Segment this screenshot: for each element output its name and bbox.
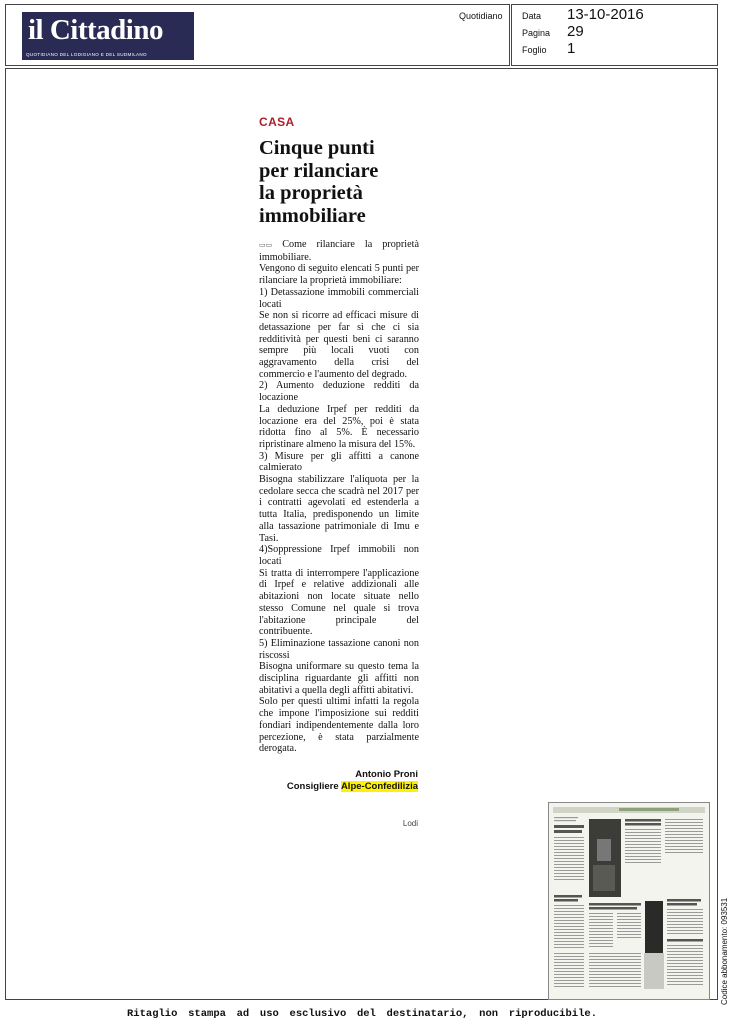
logo-subtitle: QUOTIDIANO DEL LODIGIANO E DEL SUDMILANO — [26, 52, 147, 57]
point-text: Si tratta di interrompere l'applicazione di Irpef e relative addizionali alle abitazioni non locate situate nello stesso Comune nel quale si trova l'abitazione principale del contribuente. — [259, 567, 419, 638]
point-title: 1) Detassazione immobili commerciali locati — [259, 286, 419, 310]
publication-type: Quotidiano — [459, 11, 503, 21]
author-role: Consigliere — [286, 781, 339, 792]
footer-disclaimer: Ritaglio stampa ad uso esclusivo del destinatario, non riproducibile. — [127, 1008, 597, 1020]
point-text: La deduzione Irpef per redditi da locazione era del 25%, poi è stata ridotta fino al 5%. È necessario ripristinare almeno la misura del 15%. — [259, 403, 419, 450]
point-text: Bisogna uniformare su questo tema la disciplina riguardante gli affitti non abitativi a quella degli affitti abitativi. — [259, 661, 419, 696]
article-intro: Come rilanciare la proprietà immobiliare. — [259, 239, 419, 263]
author-organization: Alpe-Confedilizia — [340, 781, 418, 792]
point-title: 2) Aumento deduzione redditi da locazione — [259, 380, 419, 404]
article-closing: Solo per questi ultimi infatti la regola che impone l'imposizione sui redditi fondiari indipendentemente dalla loro percezione, è stata parzialmente derogata. — [259, 696, 419, 755]
point-text: Se non si ricorre ad efficaci misure di detassazione per far sì che ci sia redditività per questi beni ci saranno sempre più locali vuoti con aggravamento della crisi del commercio e l'aumento del degrado. — [259, 310, 419, 380]
article-body — [259, 239, 419, 755]
date-value: 13-10-2016 — [567, 6, 644, 23]
page-value: 29 — [567, 23, 584, 40]
newspaper-logo — [22, 12, 194, 60]
author-city: Lodi — [402, 819, 418, 828]
point-title: 3) Misure per gli affitti a canone calmierato — [259, 450, 419, 474]
page-thumbnail-image — [549, 803, 709, 999]
article-lead: Vengono di seguito elencati 5 punti per rilanciare la proprietà immobiliare: — [259, 263, 419, 287]
headline-line: immobiliare — [259, 204, 366, 227]
sheet-label: Foglio — [522, 45, 547, 55]
page-label: Pagina — [522, 28, 551, 38]
page-thumbnail — [548, 802, 710, 1000]
logo-title: il Cittadino — [28, 14, 163, 46]
sheet-value: 1 — [567, 40, 576, 57]
headline-line: Cinque punti — [259, 137, 375, 159]
author-role-line — [287, 781, 418, 792]
subscription-code: Codice abbonamento: 093531 — [720, 897, 729, 1005]
point-text: Bisogna stabilizzare l'aliquota per la cedolare secca che scadrà nel 2017 per i contratti agevolati ed estenderla a tutta Italia, predisponendo un limite alla tassazione patrimoniale di Imu e Tasi. — [259, 474, 419, 544]
headline-line: per rilanciare — [259, 159, 379, 182]
tag-icon: ▭▭ — [259, 241, 273, 249]
section-label: CASA — [259, 115, 295, 129]
point-title: 5) Eliminazione tassazione canoni non riscossi — [259, 637, 419, 661]
headline-line: la proprietà — [259, 182, 363, 204]
date-label: Data — [522, 11, 542, 21]
point-title: 4)Soppressione Irpef immobili non locati — [259, 544, 419, 567]
author-name: Antonio Proni — [355, 769, 418, 780]
article-headline — [259, 137, 429, 227]
